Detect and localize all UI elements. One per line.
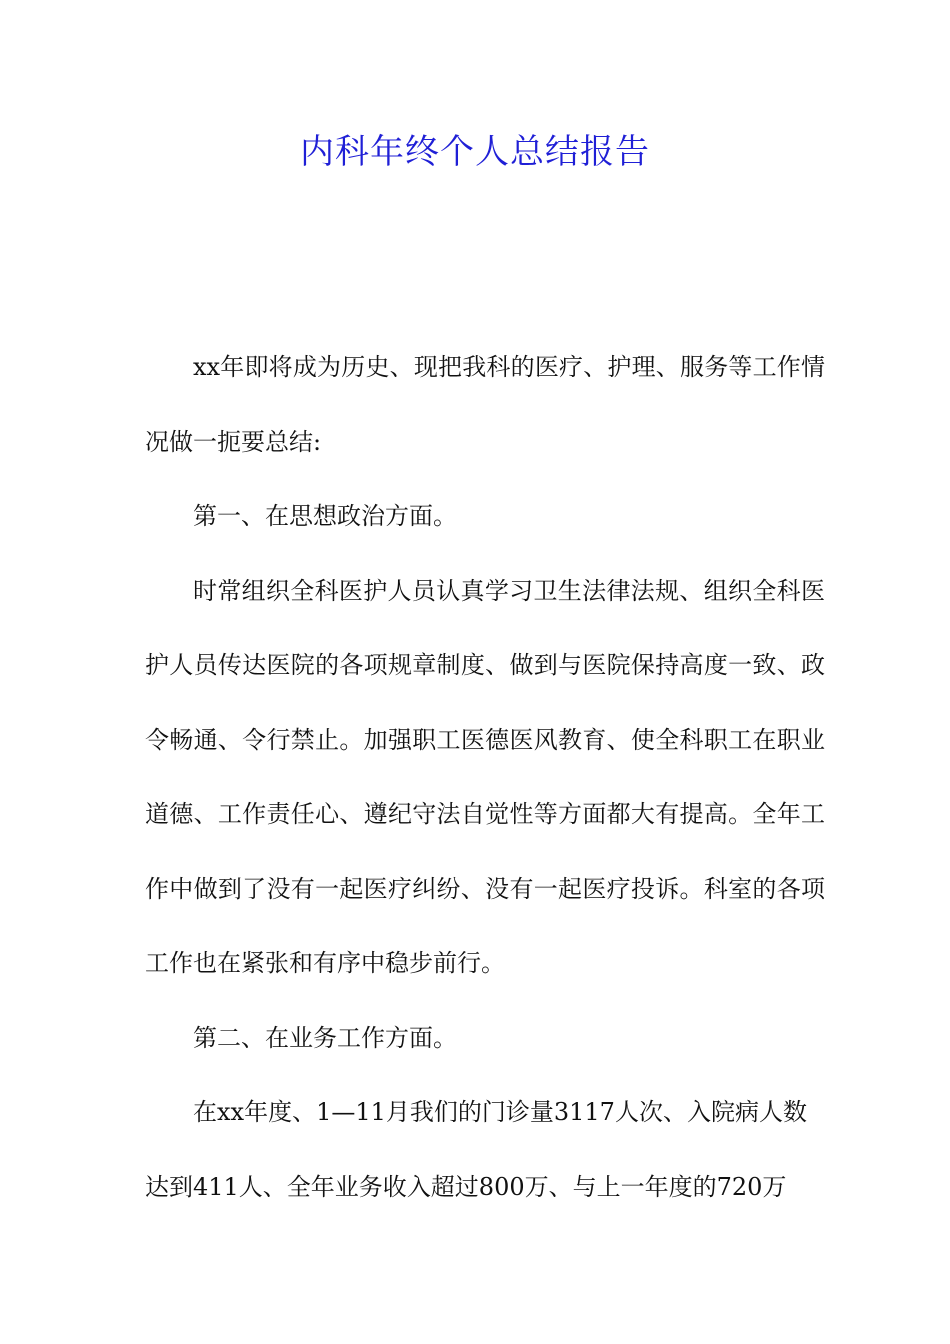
paragraph-section-2-body: 在xx年度、1—11月我们的门诊量3117人次、入院病人数达到411人、全年业务收入超过800万、与上一年度的720万 [145, 1098, 807, 1201]
document-body [145, 330, 825, 1224]
paragraph-intro: xx年即将成为历史、现把我科的医疗、护理、服务等工作情况做一扼要总结: [145, 353, 825, 456]
paragraph-section-2-heading: 第二、在业务工作方面。 [193, 1023, 457, 1052]
document-title: 内科年终个人总结报告 [300, 132, 650, 172]
paragraph-section-1-body: 时常组织全科医护人员认真学习卫生法律法规、组织全科医护人员传达医院的各项规章制度、做到与医院保持高度一致、政令畅通、令行禁止。加强职工医德医风教育、使全科职工在职业道德、工作责任心、遵纪守法自觉性等方面都大有提高。全年工作中做到了没有一起医疗纠纷、没有一起医疗投诉。科室的各项工作也在紧张和有序中稳步前行。 [145, 576, 825, 977]
paragraph-section-1-heading: 第一、在思想政治方面。 [193, 502, 457, 530]
